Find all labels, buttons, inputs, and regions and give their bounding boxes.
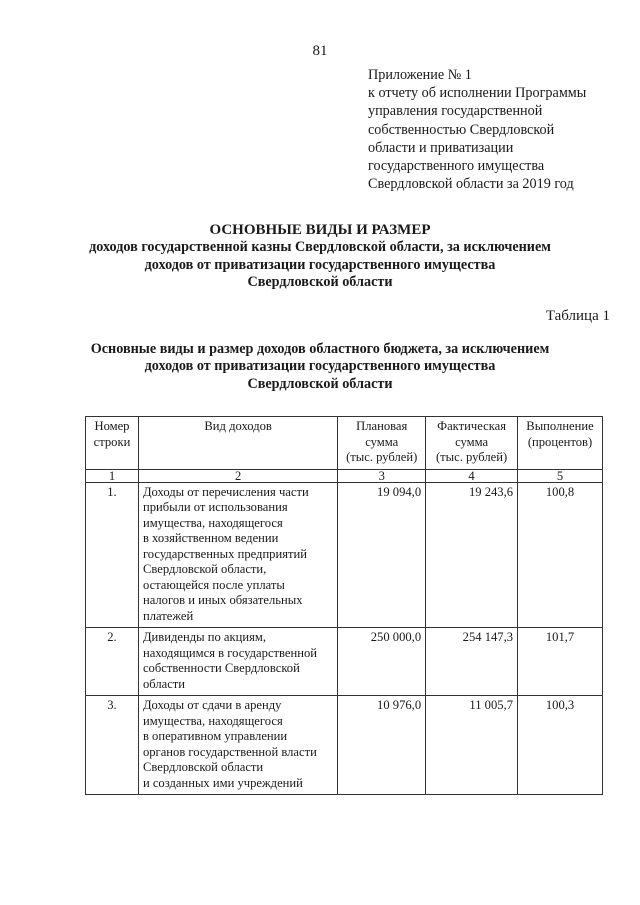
column-number: 2 xyxy=(138,469,337,482)
document-title-line: доходов от приватизации государственного имущества xyxy=(144,256,496,273)
document-title-line: ОСНОВНЫЕ ВИДЫ И РАЗМЕР xyxy=(209,222,431,238)
description-line: Дивиденды по акциям, xyxy=(142,630,267,644)
description-line: собственности Свердловской xyxy=(142,661,300,675)
description-line: находящимся в государственной xyxy=(142,645,318,660)
header-text: (тыс. рублей) xyxy=(435,450,508,464)
appendix-line: к отчету об исполнении Программы xyxy=(368,85,587,102)
description-line: Свердловской области, xyxy=(142,562,267,576)
appendix-line: государственного имущества xyxy=(368,158,545,175)
header-text: сумма xyxy=(455,434,489,449)
planned-sum: 19 094,0 xyxy=(338,482,426,628)
income-description xyxy=(138,482,337,628)
column-number: 4 xyxy=(426,469,518,482)
table-title-line: Свердловской области xyxy=(247,375,393,392)
appendix-line: Приложение № 1 xyxy=(368,67,472,83)
table-label: Таблица 1 xyxy=(545,308,610,324)
header-text: строки xyxy=(93,434,131,449)
row-number: 2. xyxy=(86,628,139,696)
description-line: органов государственной власти xyxy=(142,744,317,759)
row-number: 3. xyxy=(86,696,139,795)
header-text: Выполнение xyxy=(526,419,594,433)
description-line: государственных предприятий xyxy=(142,546,307,561)
description-line: Доходы от перечисления части xyxy=(142,484,309,499)
column-number: 5 xyxy=(518,469,603,482)
header-text: Номер xyxy=(94,419,130,433)
description-line: имущества, находящегося xyxy=(142,713,283,728)
header-text: (тыс. рублей) xyxy=(346,450,418,464)
income-description xyxy=(138,628,337,696)
income-table xyxy=(85,416,603,795)
description-line: имущества, находящегося xyxy=(142,515,283,530)
document-title-line: доходов государственной казны Свердловской области, за исключением xyxy=(89,239,551,256)
description-line: и созданных ими учреждений xyxy=(142,775,303,790)
description-line: области xyxy=(142,676,186,691)
header-text: Вид доходов xyxy=(204,419,272,433)
description-line: Свердловской области xyxy=(142,760,264,774)
table-row xyxy=(86,696,603,795)
header-text: (процентов) xyxy=(527,434,593,449)
actual-sum: 11 005,7 xyxy=(426,696,518,795)
column-number-row xyxy=(86,469,603,482)
header-planned-sum xyxy=(338,417,426,470)
column-number: 3 xyxy=(338,469,426,482)
description-line: платежей xyxy=(142,608,194,623)
appendix-line: области и приватизации xyxy=(368,139,514,156)
appendix-line: Свердловской области за 2019 год xyxy=(368,176,574,193)
actual-sum: 19 243,6 xyxy=(426,482,518,628)
table-title xyxy=(40,341,600,393)
planned-sum: 250 000,0 xyxy=(338,628,426,696)
planned-sum: 10 976,0 xyxy=(338,696,426,795)
header-completion-percent xyxy=(518,417,603,470)
description-line: прибыли от использования xyxy=(142,500,288,514)
table-header-row xyxy=(86,417,603,470)
completion-percent: 100,8 xyxy=(518,482,603,628)
description-line: налогов и иных обязательных xyxy=(142,593,303,607)
completion-percent: 100,3 xyxy=(518,696,603,795)
header-text: Плановая xyxy=(356,419,408,433)
appendix-line: управления государственной xyxy=(368,103,543,120)
description-line: остающейся после уплаты xyxy=(142,577,285,592)
completion-percent: 101,7 xyxy=(518,628,603,696)
row-number: 1. xyxy=(86,482,139,628)
appendix-block xyxy=(368,66,630,193)
description-line: в хозяйственном ведении xyxy=(142,531,279,545)
header-text: сумма xyxy=(365,434,399,449)
table-row xyxy=(86,628,603,696)
actual-sum: 254 147,3 xyxy=(426,628,518,696)
document-title-line: Свердловской области xyxy=(247,274,393,291)
appendix-line: собственностью Свердловской xyxy=(368,121,555,138)
header-text: Фактическая xyxy=(437,419,507,433)
document-title xyxy=(40,222,600,292)
header-income-type xyxy=(138,417,337,470)
header-row-number xyxy=(86,417,139,470)
description-line: в оперативном управлении xyxy=(142,729,288,743)
income-description xyxy=(138,696,337,795)
table-title-line: доходов от приватизации государственного имущества xyxy=(144,358,496,375)
column-number: 1 xyxy=(86,469,139,482)
table-title-line: Основные виды и размер доходов областного бюджета, за исключением xyxy=(90,341,550,357)
description-line: Доходы от сдачи в аренду xyxy=(142,698,282,712)
table-row xyxy=(86,482,603,628)
header-actual-sum xyxy=(426,417,518,470)
page-number: 81 xyxy=(312,43,328,59)
